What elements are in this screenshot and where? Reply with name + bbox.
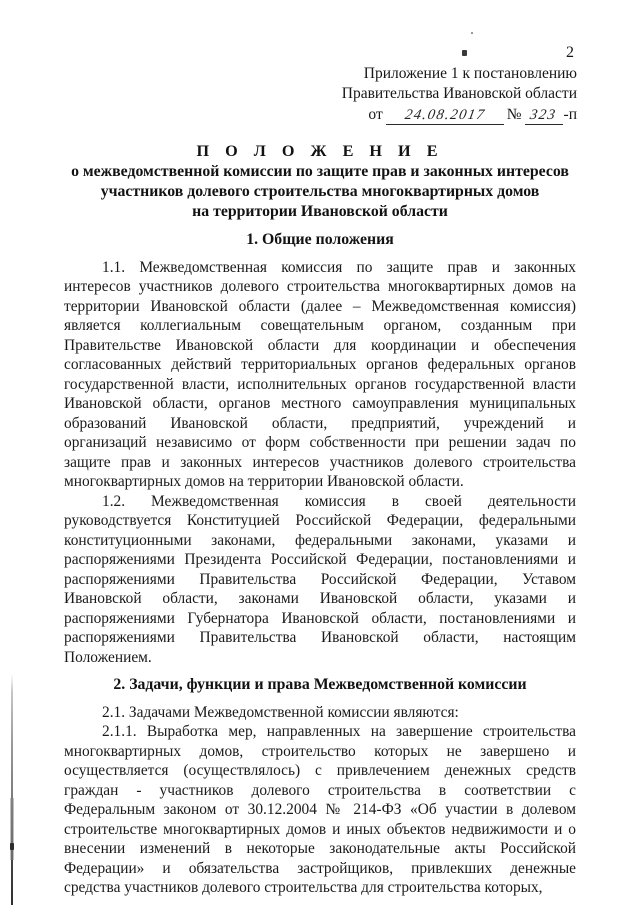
text-line: 1.1. Межведомственная комиссия по защите прав и законных xyxy=(102,258,576,276)
section-heading: 1. Общие положения xyxy=(246,231,394,248)
reference-line-1: Приложение 1 к постановлению xyxy=(363,65,577,82)
text-line: Ивановской области, законами Ивановской области, указами и xyxy=(64,590,576,607)
number-suffix: -п xyxy=(563,106,577,123)
text-line: строительстве многоквартирных домов и иных объектов недвижимости и о xyxy=(64,820,576,838)
paragraph xyxy=(64,492,576,668)
scan-speck-faint xyxy=(471,32,473,34)
text-line: внесении изменений в некоторые законодательные акты Российской xyxy=(64,840,576,857)
title-subtitle-1: о межведомственной комиссии по защите прав и законных интересов xyxy=(71,163,569,180)
text-line: распоряжениями Президента Российской Федерации, постановлениями и xyxy=(64,551,576,568)
text-line: Федеральным законом от 30.12.2004 № 214-ФЗ «Об участии в долевом xyxy=(64,801,576,818)
text-line: 1.2. Межведомственная комиссия в своей деятельности xyxy=(102,492,576,510)
handwritten-date: 24.08.2017 xyxy=(403,107,487,123)
paragraph xyxy=(64,722,576,898)
reference-line-3 xyxy=(342,105,577,125)
text-line: согласованных действий территориальных органов федеральных органов xyxy=(64,356,576,373)
text-line: 2.1. Задачами Межведомственной комиссии являются: xyxy=(102,703,459,721)
text-line: распоряжениями Губернатора Ивановской области, постановлениями и xyxy=(64,609,576,627)
section-heading: 2. Задачи, функции и права Межведомственной комиссии xyxy=(113,676,527,693)
text-line: руководствуется Конституцией Российской Федерации, федеральными xyxy=(64,512,576,529)
document-title xyxy=(64,141,576,222)
date-underline-field xyxy=(386,106,504,125)
decree-reference-block xyxy=(342,64,577,125)
scan-artifact-dot xyxy=(10,843,14,850)
from-label: от xyxy=(368,106,383,123)
document-body xyxy=(64,222,576,898)
reference-line-2: Правительства Ивановской области xyxy=(341,85,577,102)
handwritten-number: 323 xyxy=(529,107,559,123)
text-line: Федерации» и обязательства застройщиков, привлекших денежные xyxy=(64,859,576,877)
number-underline-field xyxy=(525,106,563,125)
text-line: распоряжениями Правительства Российской Федерации, Уставом xyxy=(64,570,576,588)
text-line: защите прав и законных интересов участников долевого строительства xyxy=(64,453,576,471)
text-line: Положением. xyxy=(64,648,152,666)
scan-artifact-left-edge-line xyxy=(11,674,13,905)
text-line: многоквартирных домов, строительство которых не завершено и xyxy=(64,742,576,760)
number-sign: № xyxy=(506,106,522,123)
text-line: организаций независимо от форм собственности при решении задач по xyxy=(64,434,576,451)
text-line: интересов участников долевого строительства многоквартирных домов на xyxy=(64,278,576,295)
text-line: распоряжениями Правительства Ивановской области, настоящим xyxy=(64,629,576,646)
title-subtitle-3: на территории Ивановской области xyxy=(192,203,448,220)
page-number: 2 xyxy=(566,44,574,61)
text-line: Ивановской области, органов местного самоуправления муниципальных xyxy=(64,395,576,412)
scan-speck xyxy=(462,50,467,56)
title-main: П О Л О Ж Е Н И Е xyxy=(196,142,444,160)
text-line: средства участников долевого строительства для строительства которых, xyxy=(64,879,543,896)
paragraph xyxy=(64,258,576,492)
text-line: граждан - участников долевого строительства в соответствии с xyxy=(64,781,576,799)
text-line: осуществляется (осуществлялось) с привлечением денежных средств xyxy=(64,762,576,779)
title-subtitle-2: участников долевого строительства многоквартирных домов xyxy=(100,183,540,200)
text-line: образований Ивановской области, предприятий, учреждений и xyxy=(64,414,576,432)
text-line: Правительстве Ивановской области для координации и обеспечения xyxy=(64,336,576,354)
text-line: конституционными законами, федеральными законами, указами и xyxy=(64,531,576,549)
text-line: многоквартирных домов на территории Ивановской области. xyxy=(64,473,464,490)
text-line: территории Ивановской области (далее – Межведомственная комиссия) xyxy=(64,297,576,315)
text-line: государственной власти, исполнительных органов государственной власти xyxy=(64,375,576,393)
paragraph xyxy=(64,703,576,723)
text-line: 2.1.1. Выработка мер, направленных на завершение строительства xyxy=(102,723,576,740)
text-line: является коллегиальным совещательным органом, созданным при xyxy=(64,317,576,334)
scan-artifact-blob xyxy=(10,798,14,860)
